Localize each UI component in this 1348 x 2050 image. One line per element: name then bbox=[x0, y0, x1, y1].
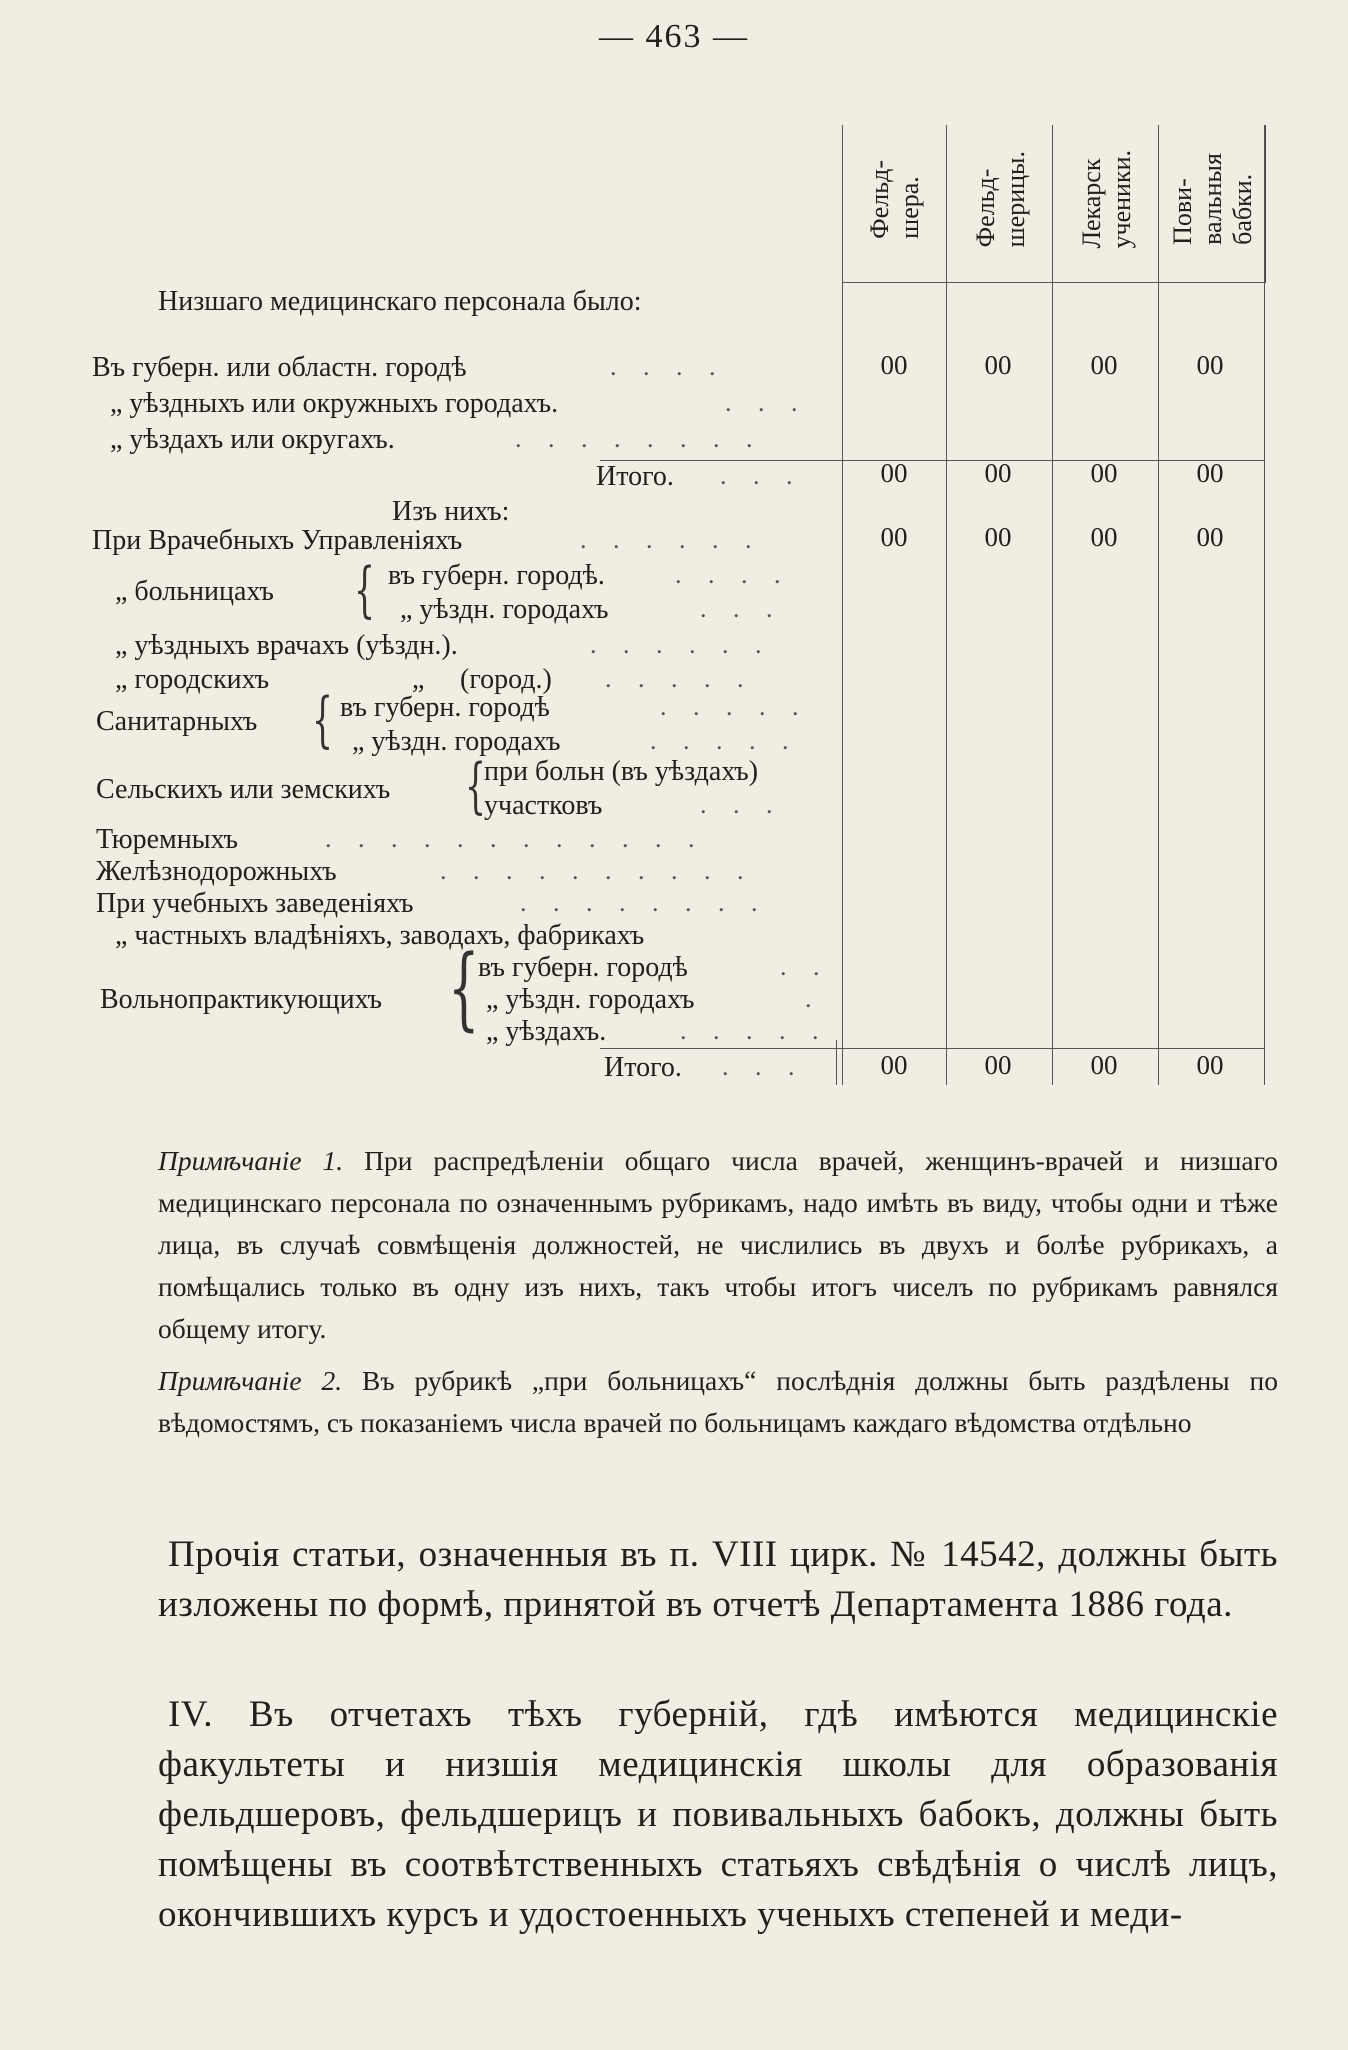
row-label: „ уѣздныхъ врачахъ (уѣздн.). bbox=[115, 630, 458, 661]
paragraph-2: IV. Въ отчетахъ тѣхъ губерній, гдѣ имѣются медицинскіе факультеты и низшія медицинскія школы для образованія фельдшеровъ, фельдшерицъ и повивальныхъ бабокъ, должны быть помѣщены въ соотвѣтственныхъ статьяхъ свѣдѣнія о числѣ лицъ, окончившихъ курсъ и удостоенныхъ ученыхъ степеней и меди- bbox=[158, 1694, 1278, 1935]
column-header-povivalnye-babki: Пови- вальныя бабки. bbox=[1168, 153, 1257, 245]
total-label: Итого. bbox=[604, 1052, 682, 1083]
row-label: „ частныхъ владѣніяхъ, заводахъ, фабрикахъ bbox=[115, 920, 645, 951]
column-header-feldshera: Фельд- шера. bbox=[865, 159, 924, 239]
leader-dots: . . . . . bbox=[680, 1016, 829, 1045]
row-label: Санитарныхъ bbox=[96, 706, 258, 737]
leader-dots: . . . . . bbox=[660, 692, 809, 721]
leader-dots: . . . . . . bbox=[590, 630, 772, 659]
sub-row-label: въ губерн. городѣ. bbox=[388, 560, 605, 591]
total-value: 00 bbox=[984, 458, 1012, 488]
total-value: 00 bbox=[880, 458, 908, 488]
column-rule bbox=[1158, 125, 1159, 1085]
leader-dots: . . . . . . . . bbox=[520, 888, 768, 917]
column-rule bbox=[1264, 125, 1265, 1085]
total-value: 00 bbox=[1090, 458, 1118, 488]
leader-dots: . . . . . . bbox=[580, 525, 762, 554]
total-value: 00 bbox=[984, 1050, 1012, 1080]
page-number: — 463 — bbox=[599, 18, 749, 55]
total-value: 00 bbox=[1196, 458, 1224, 488]
leader-dots: . . . bbox=[700, 790, 783, 819]
paragraph-1: Прочія статьи, означенныя въ п. VIII цирк. № 14542, должны быть изложены по формѣ, принятой въ отчетѣ Департамента 1886 года. bbox=[158, 1534, 1278, 1625]
subheading: Изъ нихъ: bbox=[392, 496, 510, 527]
brace: { bbox=[354, 555, 376, 625]
note-1 bbox=[158, 1140, 1278, 1350]
total-value: 00 bbox=[1090, 1050, 1118, 1080]
sub-row-label: въ губерн. городѣ bbox=[340, 692, 550, 723]
note-2-label: Примѣчаніе 2. bbox=[158, 1365, 343, 1396]
leader-dots: . . . . bbox=[675, 560, 791, 589]
sub-row-label: „ уѣздн. городахъ bbox=[400, 594, 609, 625]
row-label: Вольнопрактикующихъ bbox=[100, 984, 382, 1015]
leader-dots: . . . . . . . . . . . . bbox=[325, 824, 705, 853]
note-1-label: Примѣчаніе 1. bbox=[158, 1145, 344, 1176]
leader-dots: . . bbox=[780, 952, 830, 981]
row-label: Тюремныхъ bbox=[96, 824, 238, 855]
cell-value: 00 bbox=[1196, 522, 1224, 552]
leader-dots: . . . . bbox=[610, 352, 726, 381]
row-label: Сельскихъ или земскихъ bbox=[96, 774, 391, 805]
cell-value: 00 bbox=[984, 350, 1012, 380]
column-rule bbox=[1052, 125, 1053, 1085]
sub-row-label: участковъ bbox=[484, 790, 603, 821]
leader-dots: . . . . . bbox=[605, 664, 754, 693]
cell-value: 00 bbox=[1090, 522, 1118, 552]
header-bottom-rule bbox=[842, 282, 1264, 283]
ditto-mark: „ bbox=[412, 664, 425, 695]
leader-dots: . . . bbox=[720, 461, 803, 490]
row-label: „ уѣздахъ или округахъ. bbox=[110, 424, 395, 455]
leader-dots: . . . . . bbox=[650, 726, 799, 755]
leader-dots: . . . bbox=[722, 1052, 805, 1081]
leader-dots: . bbox=[805, 984, 822, 1013]
sub-row-label: „ уѣздн. городахъ bbox=[486, 984, 695, 1015]
leader-dots: . . . . . . . . bbox=[515, 424, 763, 453]
cell-value: 00 bbox=[1090, 350, 1118, 380]
cell-value: 00 bbox=[1196, 350, 1224, 380]
sub-row-label: „ уѣздн. городахъ bbox=[352, 726, 561, 757]
brace: { bbox=[448, 936, 480, 1041]
column-rule bbox=[836, 1040, 837, 1085]
table-header-grid bbox=[842, 125, 1266, 283]
row-label: Въ губерн. или областн. городѣ bbox=[92, 352, 467, 383]
brace: { bbox=[465, 751, 487, 821]
total-label: Итого. bbox=[596, 461, 674, 492]
sub-row-label: „ уѣздахъ. bbox=[486, 1016, 607, 1047]
leader-dots: . . . . . . . . . . bbox=[440, 856, 754, 885]
row-label: „ уѣздныхъ или окружныхъ городахъ. bbox=[110, 388, 559, 419]
note-2-text: Въ рубрикѣ „при больницахъ“ послѣднія должны быть раздѣлены по вѣдомостямъ, съ показаніемъ числа врачей по больницамъ каждаго вѣдомства отдѣльно bbox=[158, 1365, 1278, 1438]
row-label: При Врачебныхъ Управленіяхъ bbox=[92, 525, 463, 556]
total-value: 00 bbox=[880, 1050, 908, 1080]
cell-value: 00 bbox=[880, 350, 908, 380]
total-rule bbox=[600, 1048, 1264, 1049]
brace: { bbox=[312, 685, 334, 755]
column-header-lekarsk-ucheniki: Лекарск ученики. bbox=[1077, 149, 1136, 249]
cell-value: 00 bbox=[880, 522, 908, 552]
row-label: „ городскихъ bbox=[115, 664, 270, 695]
table-heading: Низшаго медицинскаго персонала было: bbox=[158, 286, 642, 317]
leader-dots: . . . bbox=[725, 388, 808, 417]
total-value: 00 bbox=[1196, 1050, 1224, 1080]
note-2 bbox=[158, 1360, 1278, 1444]
cell-value: 00 bbox=[984, 522, 1012, 552]
sub-row-label: въ губерн. городѣ bbox=[478, 952, 688, 983]
note-1-text: При распредѣленіи общаго числа врачей, женщинъ-врачей и низшаго медицинскаго персонала по означеннымъ рубрикамъ, надо имѣть въ виду, чтобы одни и тѣже лица, въ случаѣ совмѣщенія должностей, не числились въ двухъ и болѣе рубрикахъ, а помѣщались только въ одну изъ нихъ, такъ чтобы итогъ чиселъ по рубрикамъ равнялся общему итогу. bbox=[158, 1145, 1278, 1344]
row-qualifier: (город.) bbox=[460, 664, 552, 695]
column-header-feldshericy: Фельд- шерицы. bbox=[971, 150, 1030, 248]
leader-dots: . . . bbox=[700, 594, 783, 623]
row-label: При учебныхъ заведеніяхъ bbox=[96, 888, 414, 919]
sub-row-label: при больн (въ уѣздахъ) bbox=[484, 756, 759, 787]
row-label: „ больницахъ bbox=[115, 576, 274, 607]
row-label: Желѣзнодорожныхъ bbox=[96, 856, 337, 887]
column-rule bbox=[842, 125, 843, 1085]
column-rule bbox=[946, 125, 947, 1085]
